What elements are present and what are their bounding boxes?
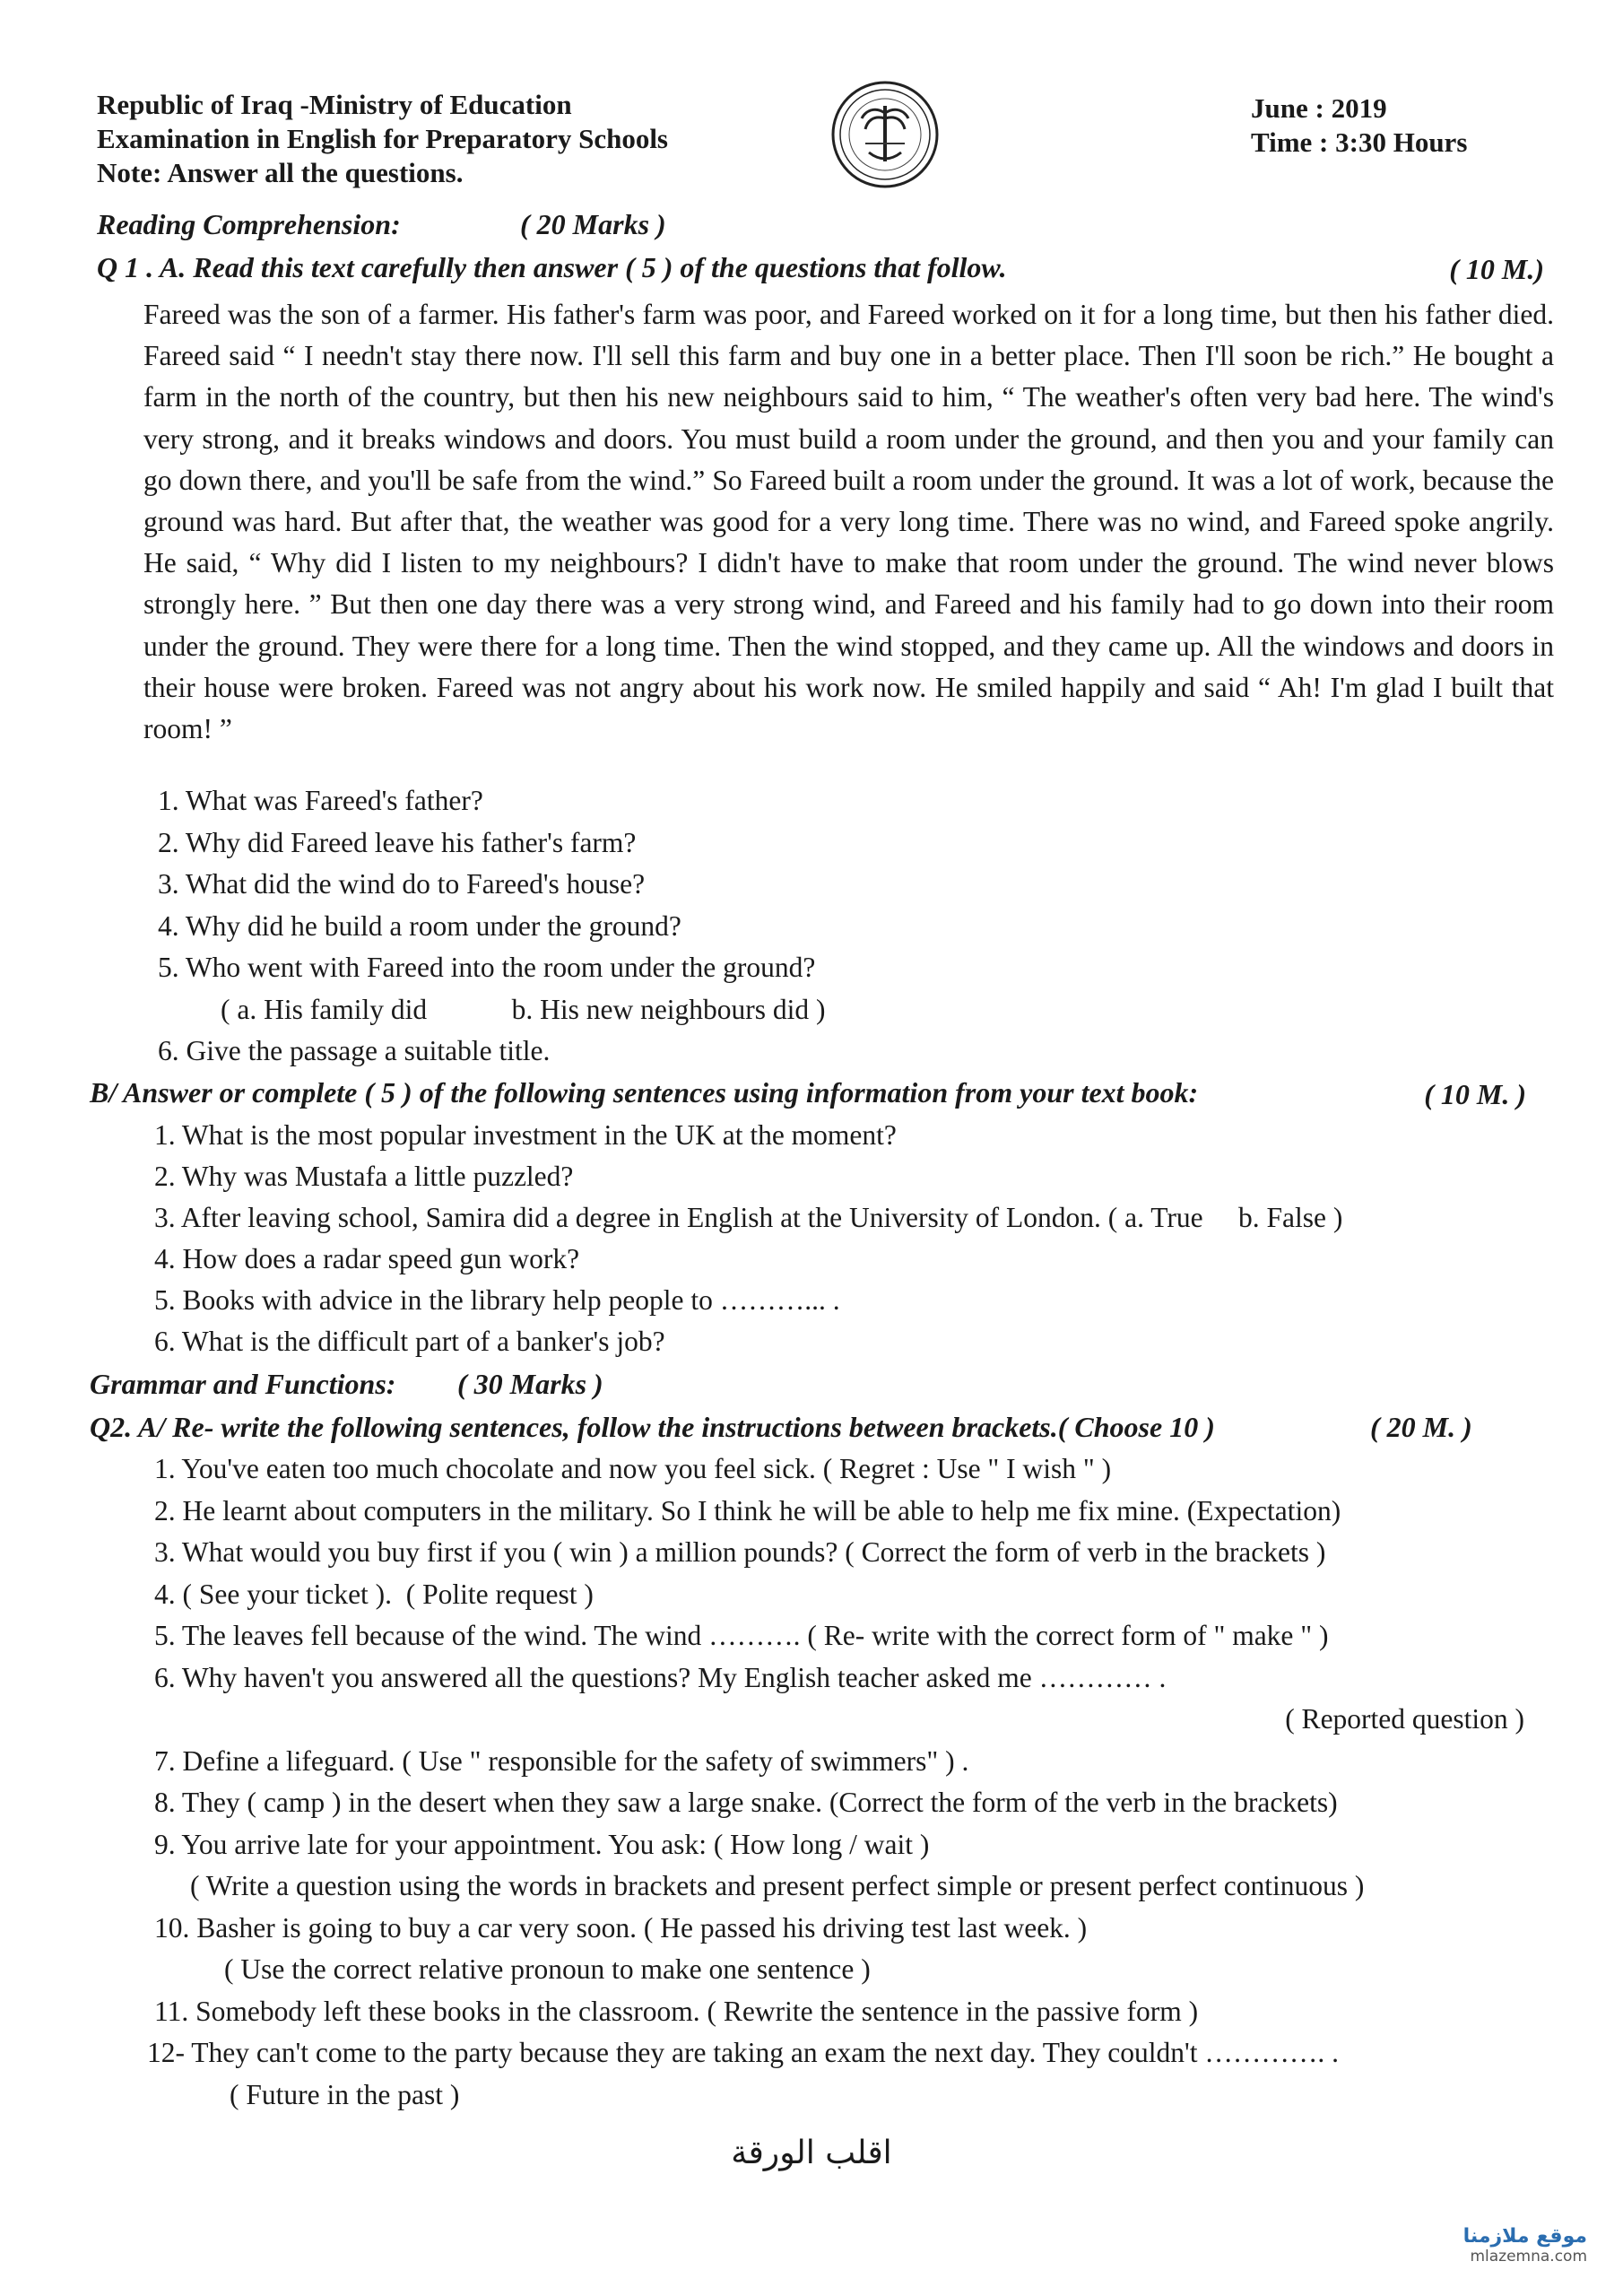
reading-passage: Fareed was the son of a farmer. His father's farm was poor, and Fareed worked on it for a long time, but then his father died. Fareed said “ I needn't stay there now. I'll sell this farm and buy one in a better place. Then I'll soon be rich.” He bought a farm in the north of the country, but then his new neighbours said to him, “ The weather's often very bad here. The wind's very strong, and it breaks windows and doors. You must build a room under the ground, and then you and your family can go down there, and you'll be safe from the wind.” So Fareed built a room under the ground. It was a lot of work, because the ground was hard. But after that, the weather was good for a very long time. There was no wind, and Fareed spoke angrily. He said, “ Why did I listen to my neighbours? I didn't have to make that room under the ground. The wind never blows strongly here. ” But then one day there was a very strong wind, and Fareed and his family had to go down into their room under the ground. They were there for a long time. Then the wind stopped, and they came up. All the windows and doors in their house were broken. Fareed was not angry about his work now. He smiled happily and said “ Ah! I'm glad I built that room! ”	[143, 299, 1554, 745]
list-item: 4. Why did he build a room under the ground?	[158, 909, 681, 942]
list-item: ( Write a question using the words in brackets and present perfect simple or present perfect continuous )	[190, 1870, 1365, 1901]
list-item: 11. Somebody left these books in the classroom. ( Rewrite the sentence in the passive form )	[154, 1995, 1199, 2027]
list-item: ( Future in the past )	[230, 2078, 460, 2110]
grammar-section-title: Grammar and Functions:	[90, 1368, 396, 1400]
list-item: 3. What would you buy first if you ( win ) a million pounds? ( Correct the form of verb in the brackets )	[154, 1536, 1326, 1568]
list-item: ( Use the correct relative pronoun to make one sentence )	[224, 1953, 871, 1985]
header-exam-title: Examination in English for Preparatory Schools	[97, 123, 668, 154]
grammar-section-marks: ( 30 Marks )	[457, 1368, 603, 1400]
reported-question-hint: ( Reported question )	[1285, 1703, 1524, 1735]
list-item: 5. The leaves fell because of the wind. The wind ………. ( Re- write with the correct form of " make " )	[154, 1620, 1329, 1651]
q1b-question-list	[154, 1115, 1342, 1362]
header-note: Note: Answer all the questions.	[97, 157, 464, 188]
exam-date: June : 2019	[1251, 92, 1387, 124]
header-right	[1251, 91, 1467, 160]
list-item: 3. After leaving school, Samira did a degree in English at the University of London. ( a. True b. False )	[154, 1202, 1343, 1233]
list-item: 6. Why haven't you answered all the questions? My English teacher asked me ………… .	[154, 1661, 1167, 1693]
list-item: 5. Who went with Fareed into the room under the ground?	[158, 952, 816, 983]
list-item: ( a. His family did b. His new neighbours did )	[221, 993, 826, 1025]
q1b-instruction: B/ Answer or complete ( 5 ) of the following sentences using information from your text book:	[90, 1076, 1199, 1109]
q1a-question-list	[158, 780, 826, 1073]
ministry-seal-icon	[829, 79, 941, 190]
watermark-url: mlazemna.com	[1470, 2248, 1587, 2266]
site-watermark	[1463, 2225, 1587, 2266]
turn-page-note: اقلب الورقة	[731, 2135, 892, 2171]
list-item: 4. ( See your ticket ). ( Polite request )	[154, 1578, 594, 1610]
list-item: 10. Basher is going to buy a car very soon. ( He passed his driving test last week. )	[154, 1911, 1088, 1944]
list-item: 1. What is the most popular investment in the UK at the moment?	[154, 1119, 897, 1151]
q1b-marks: ( 10 M. )	[1424, 1078, 1526, 1110]
q1a-marks: ( 10 M.)	[1449, 253, 1544, 285]
list-item: 4. How does a radar speed gun work?	[154, 1243, 580, 1274]
list-item: 1. What was Fareed's father?	[158, 785, 483, 816]
list-item: 2. Why did Fareed leave his father's farm?	[158, 826, 637, 858]
list-item: 2. He learnt about computers in the military. So I think he will be able to help me fix mine. (Expectation)	[154, 1494, 1341, 1526]
header-left	[97, 88, 668, 190]
q2a-instruction: Q2. A/ Re- write the following sentences, follow the instructions between brackets.( Choose 10 )	[90, 1411, 1215, 1443]
q2a-marks: ( 20 M. )	[1370, 1411, 1472, 1443]
reading-section-title: Reading Comprehension:	[97, 208, 401, 240]
list-item: 7. Define a lifeguard. ( Use " responsible for the safety of swimmers" ) .	[154, 1744, 969, 1777]
exam-duration: Time : 3:30 Hours	[1251, 126, 1468, 158]
list-item	[154, 1699, 1524, 1741]
list-item: 6. What is the difficult part of a banker's job?	[154, 1326, 665, 1357]
reading-section-marks: ( 20 Marks )	[520, 208, 666, 240]
list-item: 12- They can't come to the party because they are taking an exam the next day. They couldn't …………. .	[147, 2037, 1339, 2068]
q1a-instruction: Q 1 . A. Read this text carefully then answer ( 5 ) of the questions that follow.	[97, 251, 1007, 283]
watermark-arabic: موقع ملازمنا	[1462, 2225, 1587, 2248]
list-item: 1. You've eaten too much chocolate and now you feel sick. ( Regret : Use " I wish " )	[154, 1453, 1112, 1484]
list-item: 5. Books with advice in the library help people to ………... .	[154, 1284, 840, 1316]
list-item: 2. Why was Mustafa a little puzzled?	[154, 1161, 574, 1192]
header-ministry: Republic of Iraq -Ministry of Education	[97, 89, 572, 120]
list-item: 6. Give the passage a suitable title.	[158, 1035, 551, 1066]
list-item: 3. What did the wind do to Fareed's house?	[158, 868, 646, 900]
q2a-question-list	[147, 1448, 1524, 2116]
list-item: 9. You arrive late for your appointment. You ask: ( How long / wait )	[154, 1828, 930, 1860]
list-item: 8. They ( camp ) in the desert when they saw a large snake. (Correct the form of the verb in the brackets)	[154, 1787, 1338, 1818]
